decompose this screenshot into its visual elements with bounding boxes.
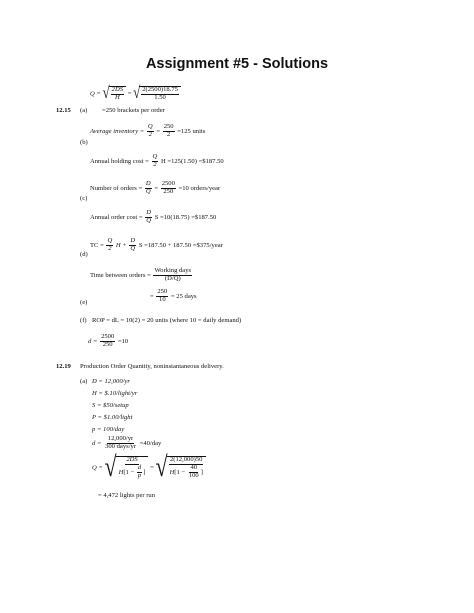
tc-frac2-num: D <box>130 237 136 244</box>
tbo-frac-den: (D/Q) <box>164 274 181 282</box>
tbo2-rest: = 25 days <box>170 292 197 300</box>
holding-cost-eq <box>90 154 224 169</box>
hold-rest: H =125(1.50) =$187.50 <box>160 157 224 165</box>
part-b-label: (b) <box>80 139 88 146</box>
given-line-1: D = 12,000/yr <box>92 378 130 385</box>
time-between-orders-eq <box>90 268 193 283</box>
eoq-num2: 2(2500)18.75 <box>142 86 178 93</box>
part-a-text: =250 brackets per order <box>102 107 165 114</box>
dbar-frac-num: 2500 <box>101 333 115 340</box>
inv-frac1-den: 2 <box>148 130 152 138</box>
inv-frac1-num: Q <box>147 123 153 130</box>
poq-d: d <box>137 463 142 471</box>
dbar-result: =10 <box>117 337 129 345</box>
inv-frac2-den: 2 <box>167 130 171 138</box>
inv-frac2-num: 250 <box>163 123 174 130</box>
tc-frac1-den: 2 <box>108 244 112 252</box>
hold-frac-den: 2 <box>153 160 157 168</box>
ord-frac2-num: 2500 <box>161 180 175 187</box>
poq-lhs: Q = <box>92 464 103 472</box>
total-cost-eq <box>90 238 223 253</box>
hold-lhs: Annual holding cost = <box>90 157 149 165</box>
poq-formula <box>92 449 206 483</box>
poq-num1: 2DS <box>126 456 138 463</box>
part-a-label: (a) <box>80 107 88 114</box>
tc-rest: S =187.50 + 187.50 =$375/year <box>138 241 223 249</box>
d-lhs: d = <box>92 439 102 447</box>
problem-12-19-number: 12.19 <box>56 363 71 370</box>
part-a-label-1219: (a) <box>80 378 88 385</box>
poq-eq: = <box>150 464 154 472</box>
sqrt-2: √ $\frac{2(2500)18.75}{1.50}$ <box>133 86 181 102</box>
part-d-label: (d) <box>80 251 88 258</box>
sqrt-poq-1: √ 2DS H[1 − $\frac{d}{p}$ ] <box>105 456 149 480</box>
eoq-den1: H <box>114 93 120 101</box>
d-frac-den: 300 days/yr <box>105 442 137 450</box>
avg-inventory-eq <box>90 124 205 139</box>
aoc-frac-num: D <box>146 209 152 216</box>
poq-100: 100 <box>188 471 199 479</box>
ord-lhs: Number of orders = <box>90 184 143 192</box>
eoq-lhs: Q = <box>90 90 101 98</box>
poq-H2: H <box>169 468 175 476</box>
poq-one-minus: 1 − <box>125 468 135 476</box>
aoc-frac-den: Q <box>146 216 152 224</box>
dbar-frac-den: 250 <box>102 340 113 348</box>
tbo-frac-num: Working days <box>154 267 192 274</box>
daily-production-eq <box>92 436 161 451</box>
d-frac-num: 12,000/yr <box>107 435 134 442</box>
poq-40: 40 <box>190 463 198 471</box>
annual-order-cost-eq <box>90 210 216 225</box>
ord-frac2-den: 250 <box>163 187 174 195</box>
given-line-4: P = $1.00/light <box>92 414 133 421</box>
tc-lhs: TC = <box>90 241 104 249</box>
given-line-3: S = $50/setup <box>92 402 129 409</box>
inv-result: =125 units <box>177 127 206 135</box>
aoc-lhs: Annual order cost = <box>90 213 143 221</box>
tbo2-eq: = <box>150 292 154 300</box>
tc-mid: H + <box>115 241 127 249</box>
tbo2-frac-num: 250 <box>157 288 168 295</box>
given-line-5: p = 100/day <box>92 426 125 433</box>
part-f-label: (f) <box>80 317 87 324</box>
poq-p: p <box>137 471 142 479</box>
part-e-label: (e) <box>80 299 88 306</box>
ord-eq: = <box>154 184 159 192</box>
poq-num2: 2(12,000)50 <box>170 456 203 463</box>
inv-eq: = <box>156 127 161 135</box>
problem-12-19-heading: Production Order Quantity, noninstantaneous delivery. <box>80 363 224 370</box>
tbo-result-eq <box>150 289 197 304</box>
given-line-2: H = $.10/light/yr <box>92 390 138 397</box>
tbo-lhs: Time between orders = <box>90 271 151 279</box>
poq-one-minus-2: 1 − <box>176 468 186 476</box>
eoq-den2: 1.50 <box>154 93 166 101</box>
sqrt-1: √ $\frac{2DS}{H}$ <box>103 86 127 102</box>
eoq-num1: 2DS <box>111 86 124 93</box>
hold-frac-num: Q <box>152 153 158 160</box>
poq-result: = 4,472 lights per run <box>98 492 156 499</box>
aoc-rest: S =10(18.75) =$187.50 <box>154 213 217 221</box>
tc-frac1-num: Q <box>107 237 113 244</box>
avg-inv-lhs: Average inventory = <box>90 127 145 135</box>
poq-H: H <box>118 468 124 476</box>
rop-text: ROP = dL = 10(2) = 20 units (where 10 = daily demand) <box>92 317 242 324</box>
eoq-formula <box>90 82 181 102</box>
page-title: Assignment #5 - Solutions <box>145 56 329 72</box>
sqrt-poq-2: √ 2(12,000)50 H[1 − $\frac{40}{100}$ ] <box>155 456 205 480</box>
ord-frac1-den: Q <box>145 187 151 195</box>
number-orders-eq <box>90 181 220 196</box>
daily-demand-eq <box>88 334 128 349</box>
problem-12-15-number: 12.15 <box>56 107 71 114</box>
ord-frac1-num: D <box>145 180 151 187</box>
d-result: =40/day <box>139 439 162 447</box>
tc-frac2-den: Q <box>130 244 136 252</box>
part-c-label: (c) <box>80 195 88 202</box>
eoq-eq: = <box>127 90 132 98</box>
tbo2-frac-den: 10 <box>159 295 166 303</box>
dbar-lhs: d = <box>88 337 98 345</box>
ord-result: =10 orders/year <box>178 184 221 192</box>
